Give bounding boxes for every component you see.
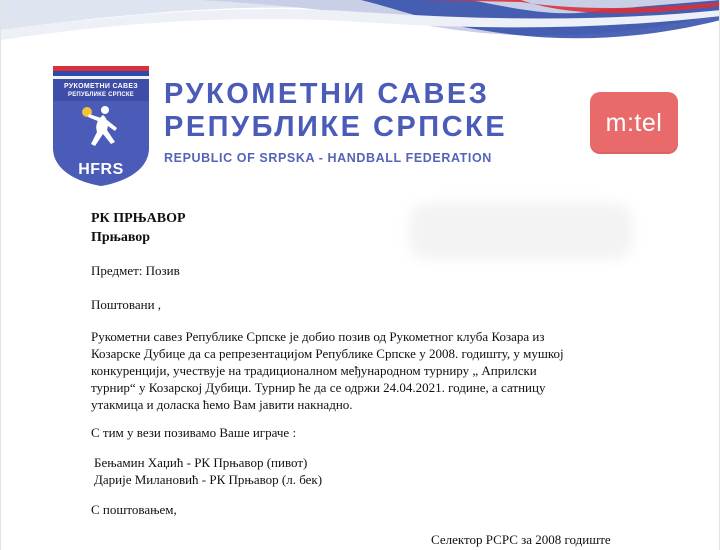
- crest-line1: РУКОМЕТНИ САВЕЗ: [63, 83, 138, 90]
- federation-name-line1: РУКОМЕТНИ САВЕЗ: [164, 78, 490, 110]
- federation-name-english: REPUBLIC OF SRPSKA - HANDBALL FEDERATION: [164, 151, 492, 165]
- letter-closing: С поштовањем,: [91, 502, 177, 517]
- body-line: конкуренцији, учествује на традиционалном међународном турниру „ Априлски: [91, 363, 537, 378]
- invite-line: С тим у вези позивамо Ваше играче :: [91, 425, 297, 440]
- federation-crest-logo: [53, 66, 149, 186]
- recipient-name: РК ПРЊАВОР: [91, 211, 186, 226]
- letter-signature: Селектор РСРС за 2008 годиште: [431, 532, 611, 547]
- player-list-item: Бењамин Хаџић - РК Прњавор (пивот): [94, 455, 308, 470]
- federation-name-line2: РЕПУБЛИКЕ СРПСКЕ: [164, 111, 508, 143]
- header-flag-swoosh: [1, 0, 720, 70]
- recipient-city: Прњавор: [91, 230, 151, 245]
- body-line: утакмица и доласка ћемо Вам јавити накнадно.: [91, 397, 353, 412]
- letter-greeting: Поштовани ,: [91, 297, 162, 312]
- crest-abbreviation: HFRS: [78, 161, 124, 178]
- blurred-address-block: [409, 203, 633, 259]
- body-line: турнир“ у Козарској Дубици. Турнир ће да се одржи 24.04.2021. године, а сатницу: [91, 380, 546, 395]
- player-list-item: Дарије Милановић - РК Прњавор (л. бек): [94, 472, 323, 487]
- letter-subject: Предмет: Позив: [91, 263, 180, 278]
- sponsor-logo: m:tel: [590, 92, 678, 154]
- letter-body-paragraph: [91, 328, 636, 413]
- body-line: Козарске Дубице да са репрезентацијом Републике Српске у 2008. годишту, у мушкој: [91, 346, 564, 361]
- body-line: Рукометни савез Републике Српске је добио позив од Рукометног клуба Козара из: [91, 329, 545, 344]
- crest-line2: РЕПУБЛИКЕ СРПСКЕ: [68, 92, 134, 98]
